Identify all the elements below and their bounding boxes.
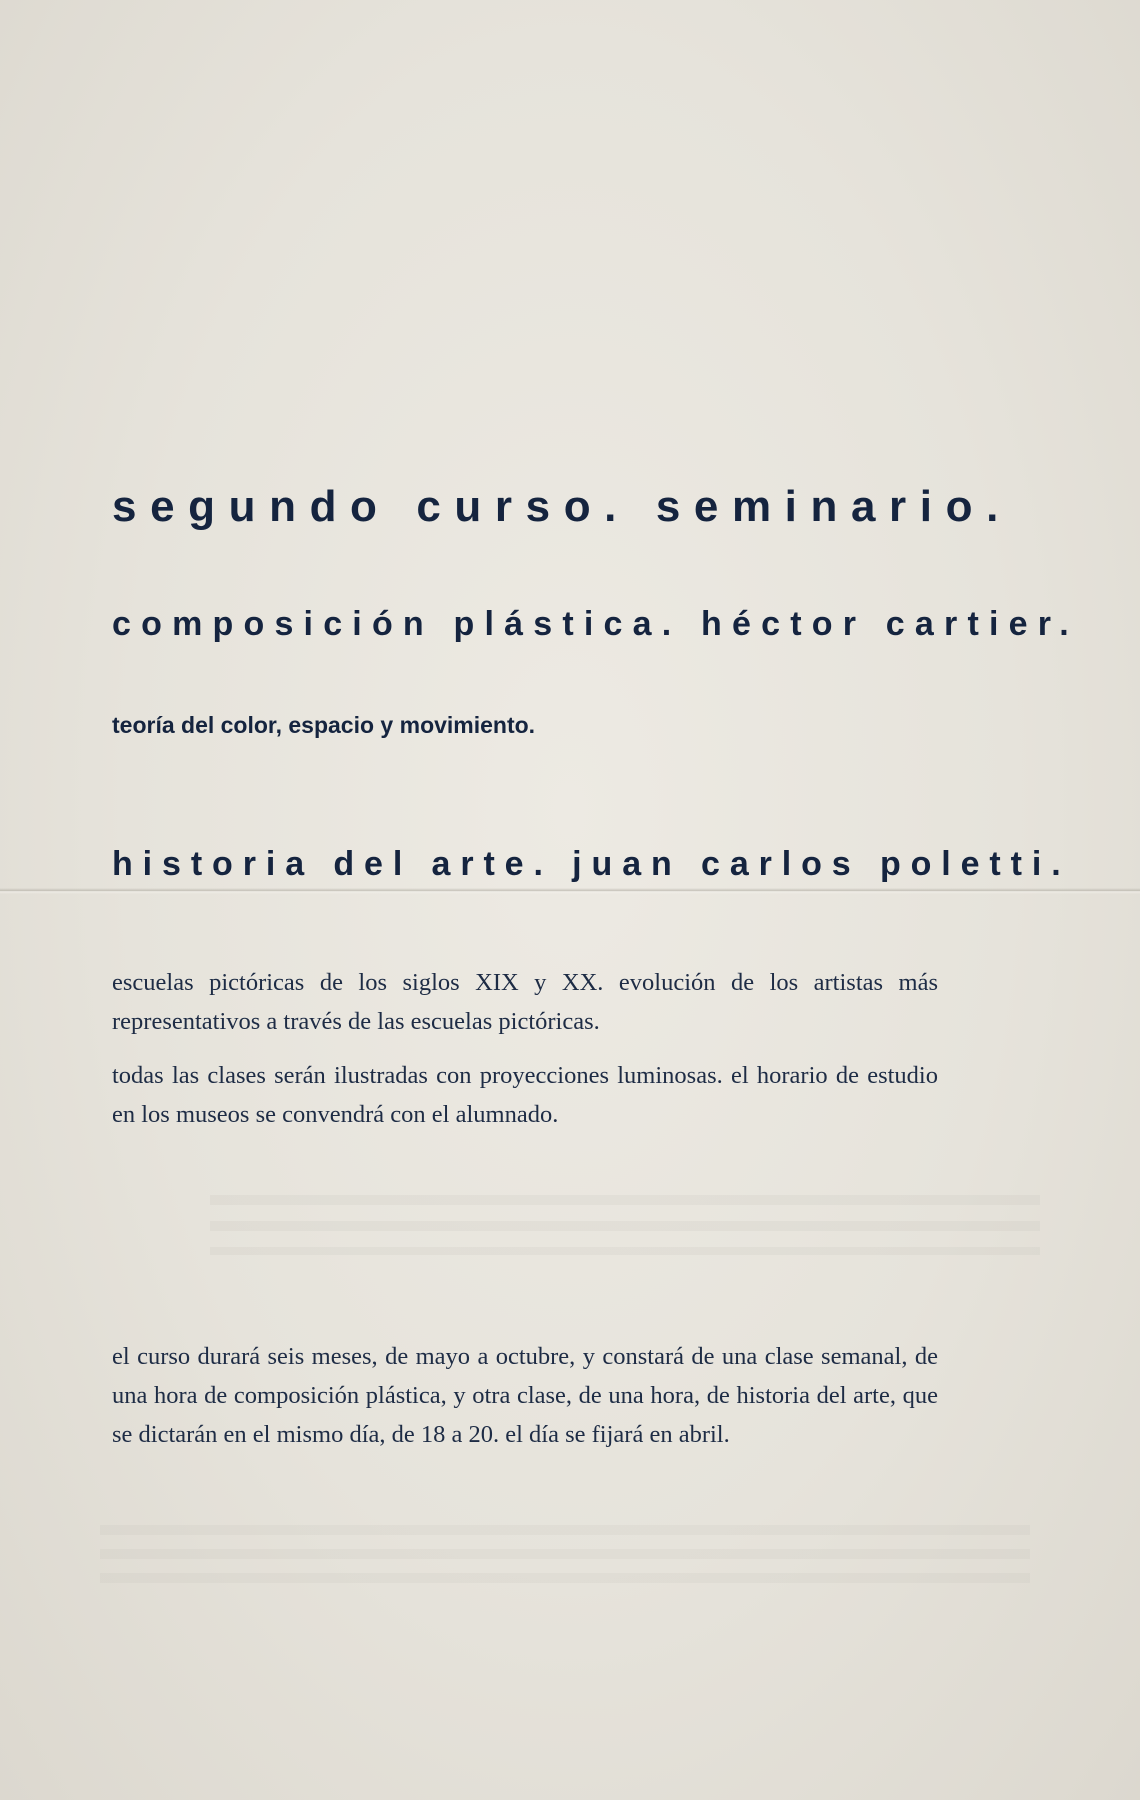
show-through-marks	[210, 1195, 1040, 1255]
section-subtitle-teoria: teoría del color, espacio y movimiento.	[112, 712, 536, 738]
show-through-marks-lower	[100, 1525, 1030, 1595]
paper-fold-line	[0, 888, 1140, 894]
paragraph-escuelas: escuelas pictóricas de los siglos XIX y XX. evolución de los artistas más representativos a través de las escuelas pictóricas.	[112, 969, 938, 1035]
section-heading-composicion: composición plástica. héctor cartier.	[112, 605, 1079, 643]
section-heading-historia: historia del arte. juan carlos poletti.	[112, 845, 1071, 883]
document-title: segundo curso. seminario.	[112, 482, 1012, 531]
paragraph-clases: todas las clases serán ilustradas con proyecciones luminosas. el horario de estudio en los museos se convendrá con el alumnado.	[112, 1062, 938, 1128]
paragraph-schedule: el curso durará seis meses, de mayo a octubre, y constará de una clase semanal, de una hora de composición plástica, y otra clase, de una hora, de historia del arte, que se dictarán en el mismo día, de 18 a 20. el día se fijará en abril.	[112, 1343, 938, 1448]
